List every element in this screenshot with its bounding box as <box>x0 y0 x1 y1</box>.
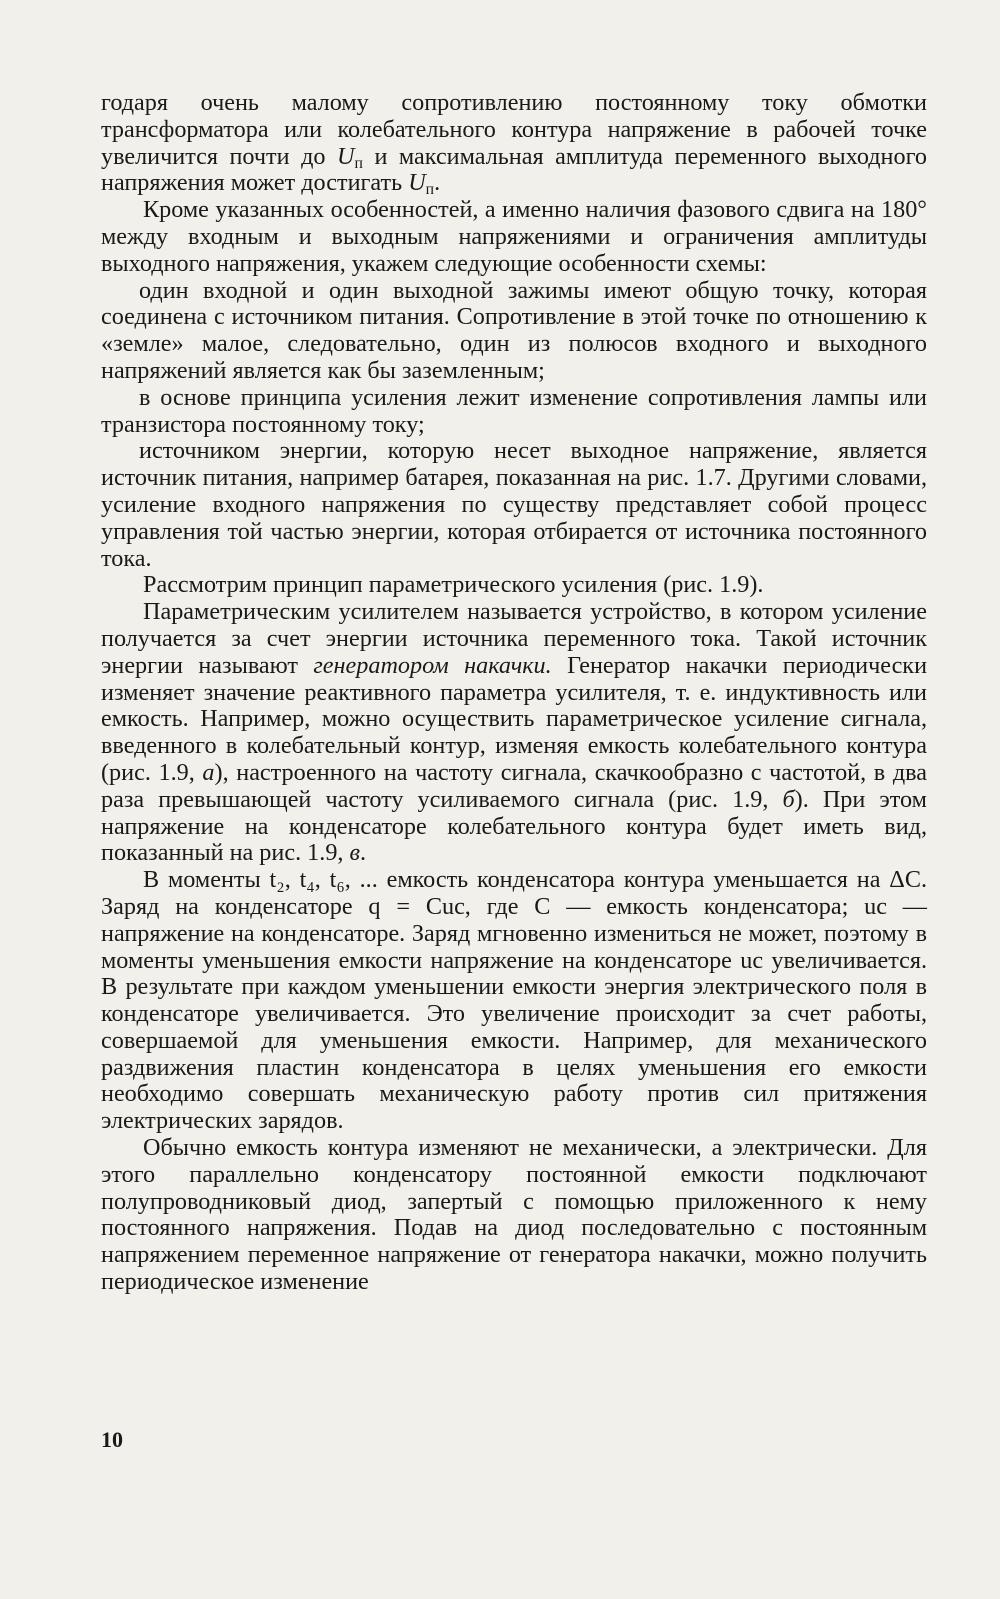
paragraph-2: Кроме указанных особенностей, а именно наличия фазового сдвига на 180° между входным и выходным напряжениями и ограничения амплитуды выходного напряжения, укажем следующие особенности схемы: <box>101 196 927 277</box>
page-number: 10 <box>101 1427 123 1452</box>
paragraph-4: Параметрическим усилителем называется устройство, в котором усиление получается за счет энергии источника переменного тока. Такой источник энергии называют генератором накачки. Генератор накачки периодически изменяет значение реактивного параметра усилителя, т. е. индуктивность или емкость. Например, можно осуществить параметрическое усиление сигнала, введенного в колебательный контур, изменяя емкость колебательного контура (рис. 1.9, а), настроенного на частоту сигнала, скачкообразно с частотой, в два раза превышающей частоту усиливаемого сигнала (рис. 1.9, б). При этом напряжение на конденсаторе колебательного контура будет иметь вид, показанный на рис. 1.9, в. <box>101 598 928 867</box>
paragraph-5: В моменты t₂, t₄, t₆, ... емкость конденсатора контура уменьшается на ΔC. Заряд на конденсаторе q = Cuc, где C — емкость конденсатора; uc — напряжение на конденсаторе. Заряд мгновенно измениться не может, поэтому в моменты уменьшения емкости напряжение на конденсаторе uc увеличивается. В результате при каждом уменьшении емкости энергия электрического поля в конденсаторе увеличивается. Это увеличение происходит за счет работы, совершаемой для уменьшения емкости. Например, для механического раздвижения пластин конденсатора в целях уменьшения его емкости необходимо совершать механическую работу против сил притяжения электрических зарядов. <box>101 866 927 1135</box>
list-item-3: источником энергии, которую несет выходное напряжение, является источник питания, например батарея, показанная на рис. 1.7. Другими словами, усиление входного напряжения по существу представляет собой процесс управления той частью энергии, которая отбирается от источника постоянного тока. <box>101 437 927 572</box>
list-item-1: один входной и один выходной зажимы имеют общую точку, которая соединена с источником питания. Сопротивление в этой точке по отношению к «земле» малое, следовательно, один из полюсов входного и выходного напряжений является как бы заземленным; <box>101 276 927 384</box>
body-text <box>101 90 927 1296</box>
paragraph-6: Обычно емкость контура изменяют не механически, а электрически. Для этого параллельно конденсатору постоянной емкости подключают полупроводниковый диод, запертый с помощью приложенного к нему постоянного напряжения. Подав на диод последовательно с постоянным напряжением переменное напряжение от генератора накачки, можно получить периодическое изменение <box>101 1134 927 1296</box>
paragraph-1: годаря очень малому сопротивлению постоянному току обмотки трансформатора или колебательного контура напряжение в рабочей точке увеличится почти до $U_п$ и максимальная амплитуда переменного выходного напряжения может достигать $U_п$. <box>101 89 927 199</box>
list-item-2: в основе принципа усиления лежит изменение сопротивления лампы или транзистора постоянному току; <box>101 383 927 438</box>
paragraph-3: Рассмотрим принцип параметрического усиления (рис. 1.9). <box>143 571 764 599</box>
